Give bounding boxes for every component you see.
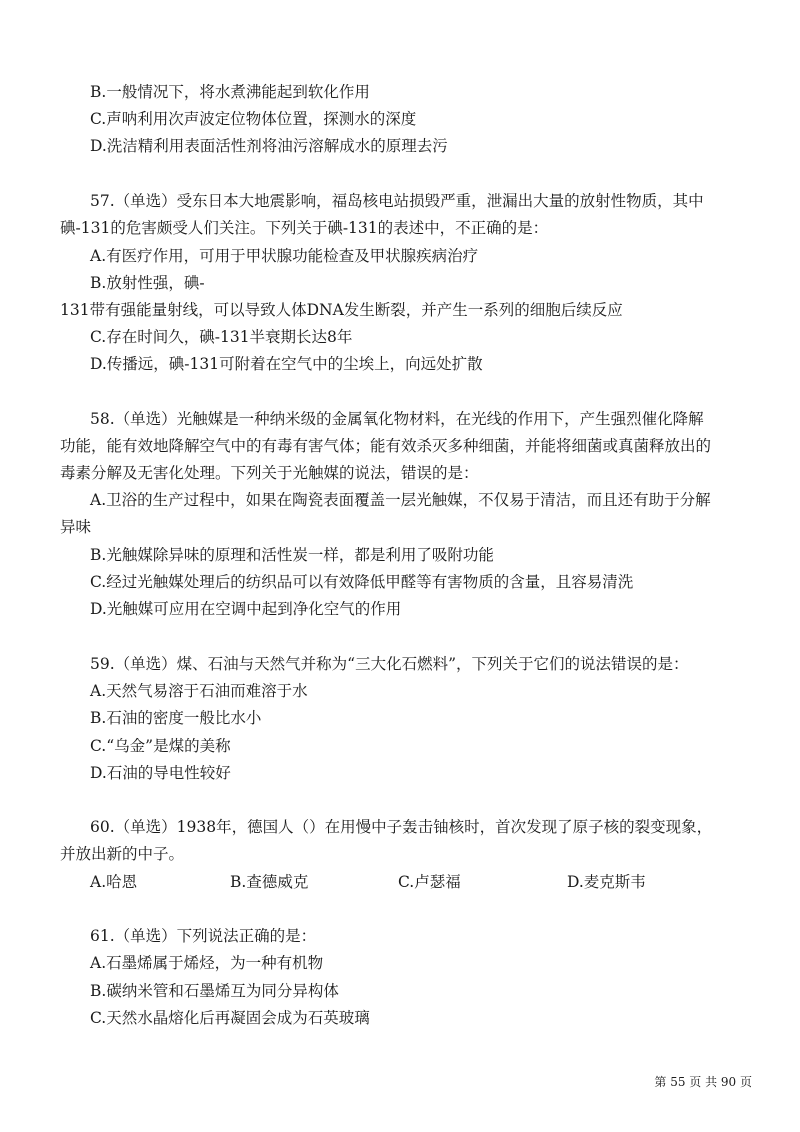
q59-option-c: C.“乌金”是煤的美称 (90, 737, 231, 755)
q58-stem-line-2: 功能，能有效地降解空气中的有毒有害气体；能有效杀灭多种细菌，并能将细菌或真菌释放出的 (60, 437, 712, 455)
q56-option-d: D.洗洁精利用表面活性剂将油污溶解成水的原理去污 (90, 137, 448, 155)
q57-option-c: C.存在时间久，碘-131半衰期长达8年 (90, 328, 353, 346)
q58-stem-line-3: 毒素分解及无害化处理。下列关于光触媒的说法，错误的是： (60, 464, 479, 482)
q56-option-b: B.一般情况下，将水煮沸能起到软化作用 (90, 83, 370, 101)
q59-option-d: D.石油的导电性较好 (90, 764, 231, 782)
q57-option-b-line-2: 131带有强能量射线，可以导致人体DNA发生断裂，并产生一系列的细胞后续反应 (60, 301, 623, 319)
q57-option-d: D.传播远，碘-131可附着在空气中的尘埃上，向远处扩散 (90, 355, 483, 373)
q57-option-b-line-1: B.放射性强，碘- (90, 274, 205, 292)
q59-stem: 59.（单选）煤、石油与天然气并称为“三大化石燃料”，下列关于它们的说法错误的是： (90, 655, 689, 673)
q59-option-b: B.石油的密度一般比水小 (90, 709, 262, 727)
q60-option-c: C.卢瑟福 (398, 873, 461, 891)
q58-option-c: C.经过光触媒处理后的纺织品可以有效降低甲醛等有害物质的含量，且容易清洗 (90, 573, 634, 591)
q60-stem-line-1: 60.（单选）1938年，德国人（）在用慢中子轰击铀核时，首次发现了原子核的裂变现象， (90, 818, 713, 836)
q60-stem-line-2: 并放出新的中子。 (60, 845, 185, 863)
q57-stem-line-2: 碘-131的危害颇受人们关注。下列关于碘-131的表述中，不正确的是： (60, 219, 549, 237)
q60-option-d: D.麦克斯韦 (567, 873, 646, 891)
q61-option-c: C.天然水晶熔化后再凝固会成为石英玻璃 (90, 1009, 370, 1027)
q56-option-c: C.声呐利用次声波定位物体位置，探测水的深度 (90, 110, 417, 128)
q60-option-a: A.哈恩 (90, 873, 138, 891)
q58-option-b: B.光触媒除异味的原理和活性炭一样，都是利用了吸附功能 (90, 546, 494, 564)
q61-stem: 61.（单选）下列说法正确的是： (90, 927, 317, 945)
q58-stem-line-1: 58.（单选）光触媒是一种纳米级的金属氧化物材料，在光线的作用下，产生强烈催化降解 (90, 410, 704, 428)
page-number: 第 55 页 共 90 页 (654, 1075, 752, 1089)
q58-option-d: D.光触媒可应用在空调中起到净化空气的作用 (90, 600, 402, 618)
q61-option-b: B.碳纳米管和石墨烯互为同分异构体 (90, 982, 339, 1000)
q59-option-a: A.天然气易溶于石油而难溶于水 (90, 682, 308, 700)
q57-stem-line-1: 57.（单选）受东日本大地震影响，福岛核电站损毁严重，泄漏出大量的放射性物质，其中 (90, 192, 704, 210)
q60-option-b: B.查德威克 (230, 873, 309, 891)
q58-option-a-line-1: A.卫浴的生产过程中，如果在陶瓷表面覆盖一层光触媒，不仅易于清洁，而且还有助于分解 (90, 491, 711, 509)
q58-option-a-line-2: 异味 (60, 518, 92, 536)
q61-option-a: A.石墨烯属于烯烃，为一种有机物 (90, 954, 324, 972)
q57-option-a: A.有医疗作用，可用于甲状腺功能检查及甲状腺疾病治疗 (90, 247, 479, 265)
